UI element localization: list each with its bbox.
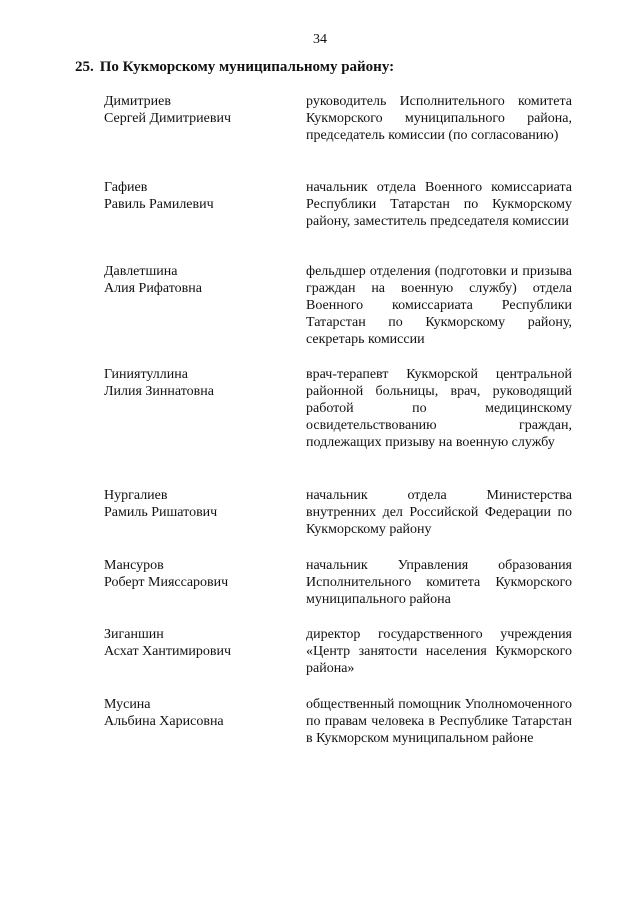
- member-given-names: Лилия Зиннатовна: [104, 384, 214, 399]
- member-given-names: Сергей Димитриевич: [104, 111, 232, 126]
- member-surname: Зиганшин: [104, 627, 164, 642]
- member-role: руководитель Исполнительного комитета Кукморского муниципального района, председатель комиссии (по согласованию): [306, 94, 572, 143]
- member-name: [104, 93, 284, 127]
- member-surname: Мансуров: [104, 558, 164, 573]
- member-given-names: Равиль Рамилевич: [104, 197, 214, 212]
- member-name: [104, 263, 284, 297]
- section-title: По Кукморскому муниципальному району:: [99, 59, 395, 75]
- member-surname: Мусина: [104, 697, 151, 712]
- member-role: начальник отдела Военного комиссариата Республики Татарстан по Кукморскому району, заместитель председателя комиссии: [306, 180, 572, 229]
- member-given-names: Асхат Хантимирович: [104, 644, 231, 659]
- member-surname: Гиниятуллина: [104, 367, 188, 382]
- member-role: начальник Управления образования Исполнительного комитета Кукморского муниципального района: [306, 558, 572, 607]
- member-given-names: Алия Рифатовна: [104, 281, 202, 296]
- member-name: [104, 626, 284, 660]
- member-surname: Димитриев: [104, 94, 171, 109]
- member-surname: Нургалиев: [104, 488, 168, 503]
- member-role: начальник отдела Министерства внутренних дел Российской Федерации по Кукморскому району: [306, 488, 572, 537]
- member-role: врач-терапевт Кукморской центральной районной больницы, врач, руководящий работой по медицинскому освидетельствованию граждан, подлежащих призыву на военную службу: [306, 367, 572, 450]
- member-name: [104, 366, 284, 400]
- member-name: [104, 179, 284, 213]
- member-name: [104, 696, 284, 730]
- member-role: директор государственного учреждения «Центр занятости населения Кукморского района»: [306, 627, 572, 676]
- member-given-names: Рамиль Ришатович: [104, 505, 218, 520]
- section-number: 25.: [75, 59, 94, 75]
- member-surname: Давлетшина: [104, 264, 178, 279]
- member-given-names: Роберт Миясcарович: [104, 575, 229, 590]
- member-role: фельдшер отделения (подготовки и призыва граждан на военную службу) отдела Военного комиссариата Республики Татарстан по Кукморскому району, секретарь комиссии: [306, 264, 572, 347]
- member-name: [104, 487, 284, 521]
- member-role: общественный помощник Уполномоченного по правам человека в Республике Татарстан в Кукморском муниципальном районе: [306, 697, 572, 746]
- member-name: [104, 557, 284, 591]
- page-number: 34: [313, 32, 327, 47]
- section-heading: [75, 59, 394, 76]
- member-given-names: Альбина Харисовна: [104, 714, 224, 729]
- member-surname: Гафиев: [104, 180, 148, 195]
